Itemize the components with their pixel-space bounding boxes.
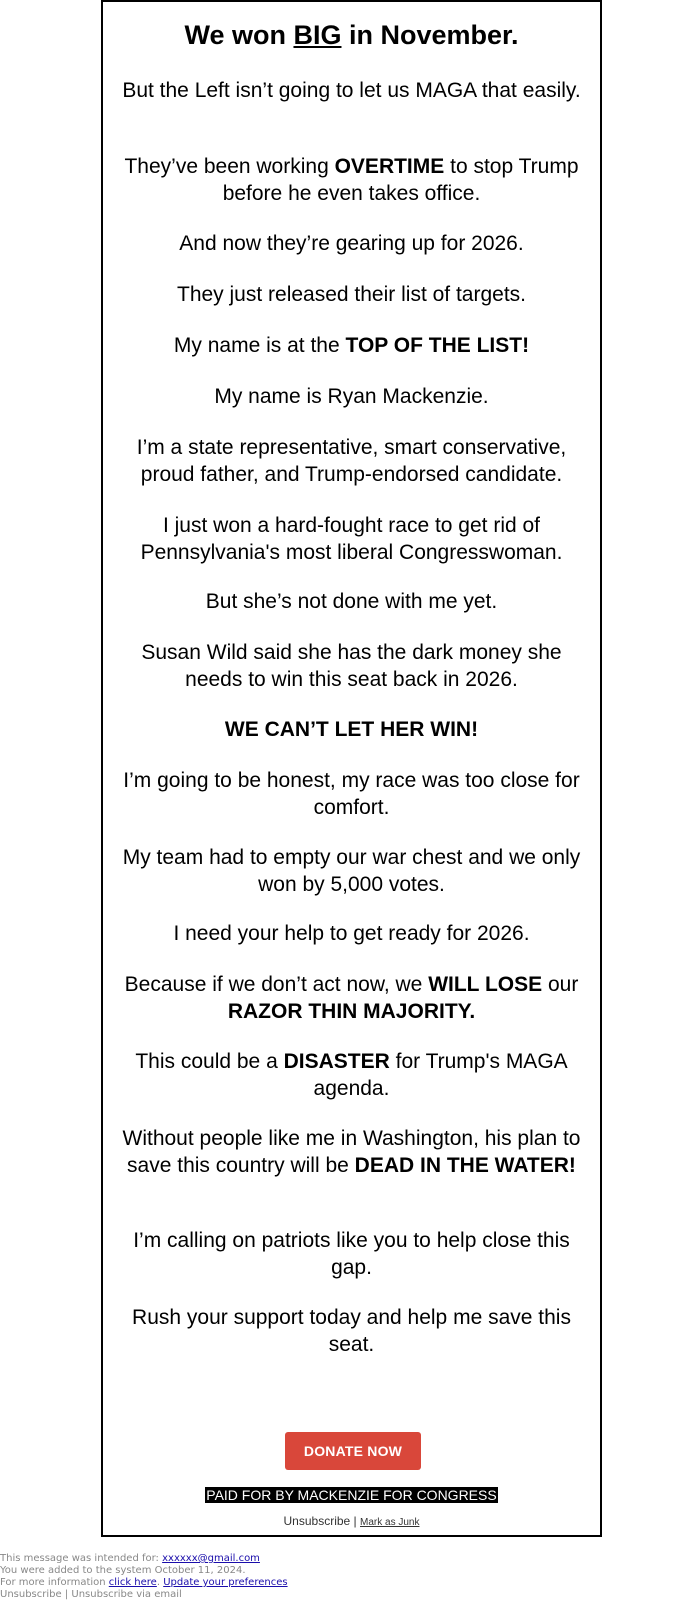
update-preferences-link[interactable]: Update your preferences [163, 1577, 288, 1588]
paragraph-6: My name is Ryan Mackenzie. [214, 385, 489, 408]
footer-intended-line: This message was intended for: xxxxxx@gmail.com [0, 1553, 260, 1564]
paragraph-12: I’m going to be honest, my race was too close for comfort. [123, 769, 580, 819]
paragraph-2: They’ve been working OVERTIME to stop Trump before he even takes office. [124, 155, 579, 205]
email-footer [0, 1553, 288, 1601]
click-here-link[interactable]: click here [108, 1577, 157, 1588]
paragraph-13: My team had to empty our war chest and we only won by 5,000 votes. [122, 846, 581, 896]
email-card [101, 0, 602, 1537]
mark-as-junk-link[interactable]: Mark as Junk [360, 1517, 420, 1528]
paragraph-18: I’m calling on patriots like you to help close this gap. [133, 1229, 570, 1279]
paragraph-17: Without people like me in Washington, his plan to save this country will be DEAD IN THE WATER! [122, 1127, 581, 1177]
paragraph-8: I just won a hard-fought race to get rid of Pennsylvania's most liberal Congresswoman. [140, 514, 563, 564]
unsubscribe-link[interactable]: Unsubscribe [283, 1514, 351, 1528]
donate-now-button[interactable]: DONATE NOW [285, 1432, 421, 1470]
footer-more-info-line: For more information click here. Update your preferences [0, 1577, 288, 1588]
paragraph-4: They just released their list of targets. [177, 283, 526, 306]
headline-emphasis: BIG [293, 20, 342, 50]
paid-for-disclaimer: PAID FOR BY MACKENZIE FOR CONGRESS [206, 1487, 497, 1503]
paragraph-14: I need your help to get ready for 2026. [173, 922, 530, 945]
paragraph-19: Rush your support today and help me save this seat. [132, 1306, 571, 1356]
paragraph-15: Because if we don’t act now, we WILL LOSE our RAZOR THIN MAJORITY. [124, 973, 579, 1023]
paragraph-1: But the Left isn’t going to let us MAGA that easily. [122, 79, 581, 102]
paragraph-11: WE CAN’T LET HER WIN! [224, 718, 479, 741]
unsubscribe-row: Unsubscribe | Mark as Junk [283, 1514, 420, 1528]
paragraph-3: And now they’re gearing up for 2026. [179, 232, 524, 255]
paragraph-5: My name is at the TOP OF THE LIST! [173, 334, 530, 357]
recipient-email-link[interactable]: xxxxxx@gmail.com [162, 1553, 260, 1564]
unsubscribe-via-email-link[interactable]: Unsubscribe via email [71, 1589, 182, 1600]
footer-added-line: You were added to the system October 11, 2024. [0, 1565, 246, 1576]
headline: We won BIG in November. [184, 20, 519, 50]
paragraph-10: Susan Wild said she has the dark money she needs to win this seat back in 2026. [141, 641, 562, 691]
footer-unsubscribe-link[interactable]: Unsubscribe [0, 1589, 62, 1600]
paragraph-7: I’m a state representative, smart conservative, proud father, and Trump-endorsed candidate. [136, 436, 567, 486]
paragraph-9: But she’s not done with me yet. [205, 590, 498, 613]
paragraph-16: This could be a DISASTER for Trump's MAGA agenda. [135, 1050, 568, 1100]
footer-unsubscribe-line: Unsubscribe | Unsubscribe via email [0, 1589, 182, 1600]
